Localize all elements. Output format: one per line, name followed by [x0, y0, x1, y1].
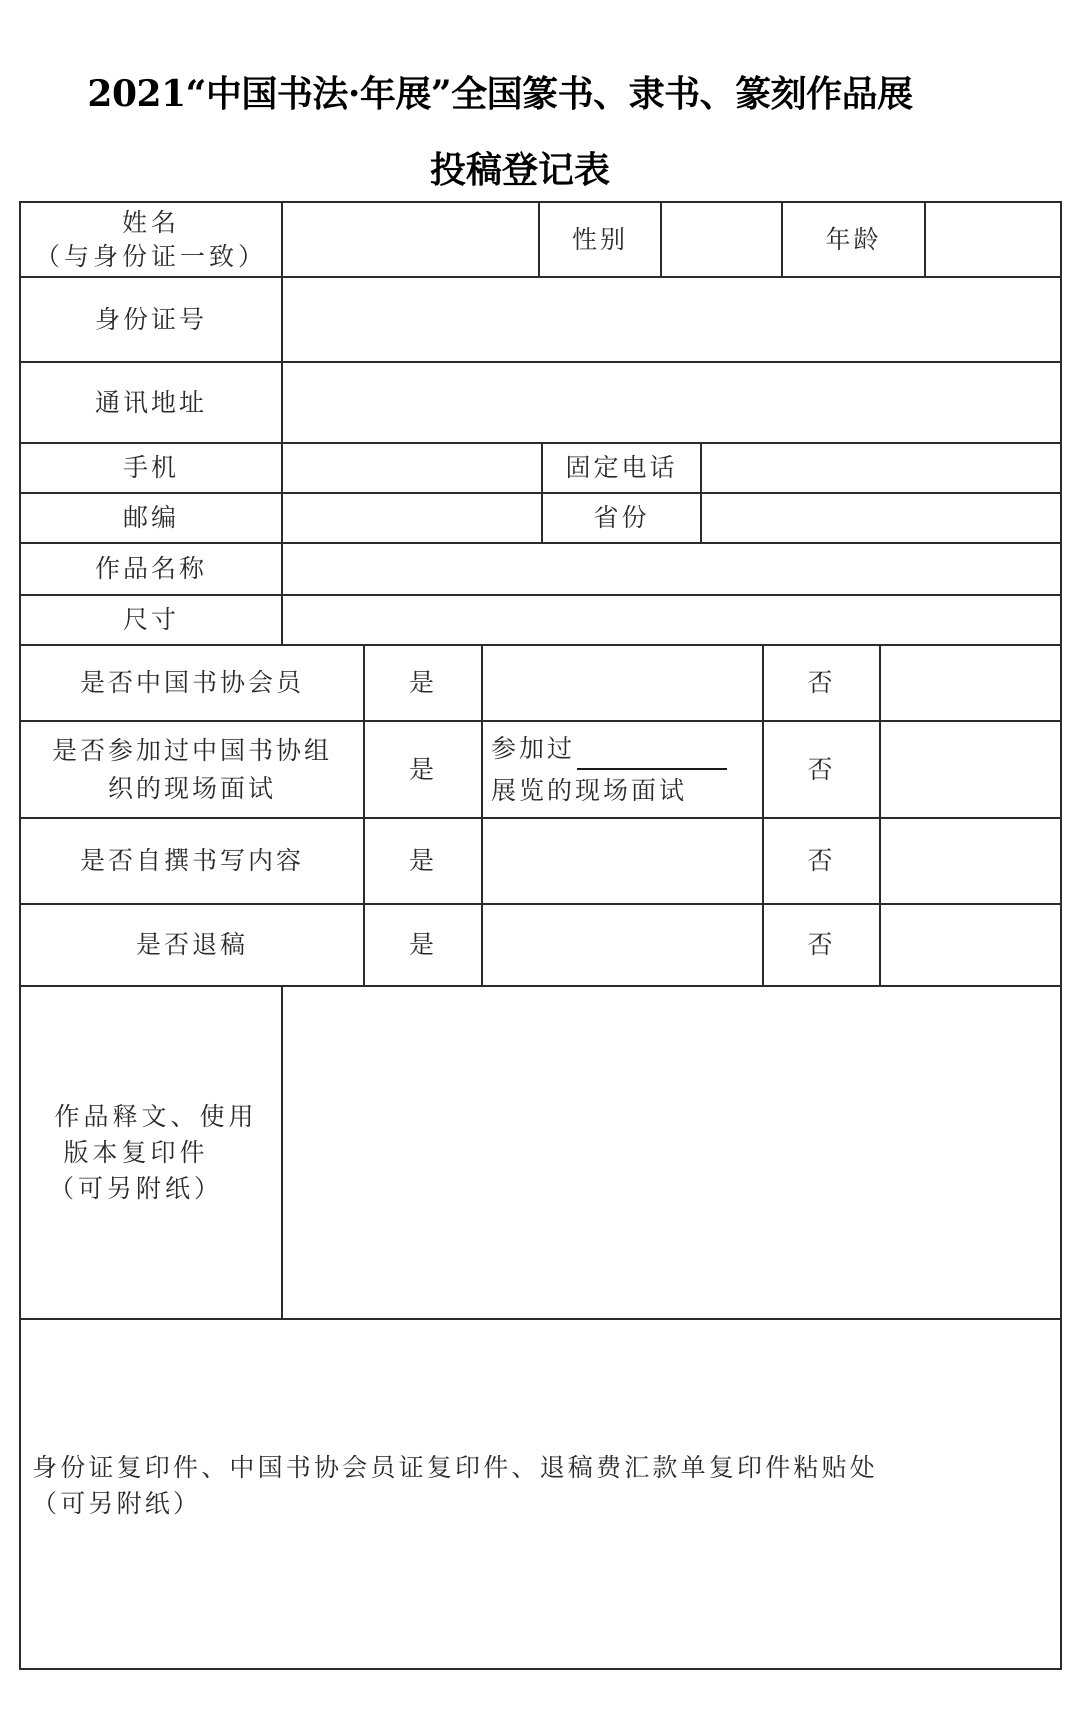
yes-checkbox-field[interactable]: [483, 646, 762, 720]
name-label: 姓名 （与身份证一致）: [34, 207, 267, 271]
address-label: 通讯地址: [94, 387, 207, 417]
works-text-field[interactable]: [283, 987, 1060, 1318]
age-field[interactable]: [926, 203, 1060, 276]
yes-checkbox-field[interactable]: [483, 905, 762, 985]
no-checkbox-field[interactable]: [881, 819, 1060, 903]
form-title: 2021“中国书法·年展”全国篆书、隶书、篆刻作品展: [87, 73, 913, 115]
landline-field[interactable]: [702, 444, 1060, 492]
attachments-label: 身份证复印件、中国书协会员证复印件、退稿费汇款单复印件粘贴处: [32, 1453, 879, 1482]
attachments-area[interactable]: [21, 1320, 1060, 1668]
no-label: 否: [807, 754, 836, 784]
address-field[interactable]: [283, 363, 1060, 442]
postcode-label: 邮编: [122, 503, 179, 532]
table-border-bottom: [19, 1668, 1062, 1670]
yes-label: 是: [408, 930, 437, 959]
postcode-field[interactable]: [283, 494, 541, 542]
exhibition-name-blank[interactable]: [577, 744, 727, 770]
id-number-field[interactable]: [283, 278, 1060, 361]
no-label: 否: [807, 668, 836, 697]
no-label: 否: [807, 846, 836, 875]
gender-label: 性别: [571, 224, 628, 254]
attended-prefix: 参加过: [491, 733, 576, 763]
interview-note-field[interactable]: [483, 722, 762, 817]
question-label-member: 是否中国书协会员: [79, 668, 304, 697]
question-label-return: 是否退稿: [135, 930, 248, 959]
yes-checkbox-field[interactable]: [483, 819, 762, 903]
landline-label: 固定电话: [565, 453, 678, 482]
size-field[interactable]: [283, 596, 1060, 644]
name-field[interactable]: [283, 203, 538, 276]
table-border-right: [1060, 201, 1062, 1670]
mobile-field[interactable]: [283, 444, 541, 492]
work-title-label: 作品名称: [94, 554, 207, 583]
attended-suffix: 展览的现场面试: [491, 775, 688, 805]
no-label: 否: [807, 930, 836, 959]
mobile-label: 手机: [122, 453, 179, 482]
work-title-field[interactable]: [283, 544, 1060, 594]
province-field[interactable]: [702, 494, 1060, 542]
province-label: 省份: [593, 503, 650, 532]
question-label-self-composed: 是否自撰书写内容: [79, 846, 304, 875]
yes-label: 是: [408, 754, 437, 784]
question-label-interview: 是否参加过中国书协组 织的现场面试: [51, 735, 332, 803]
attachments-note: （可另附纸）: [32, 1489, 202, 1518]
no-checkbox-field[interactable]: [881, 722, 1060, 817]
works-text-label: 作品释文、使用 版本复印件 （可另附纸）: [48, 1101, 258, 1203]
form-subtitle: 投稿登记表: [429, 149, 610, 191]
age-label: 年龄: [825, 224, 882, 254]
gender-field[interactable]: [662, 203, 781, 276]
yes-label: 是: [408, 668, 437, 697]
no-checkbox-field[interactable]: [881, 905, 1060, 985]
id-number-label: 身份证号: [94, 304, 207, 334]
yes-label: 是: [408, 846, 437, 875]
size-label: 尺寸: [122, 605, 179, 634]
no-checkbox-field[interactable]: [881, 646, 1060, 720]
